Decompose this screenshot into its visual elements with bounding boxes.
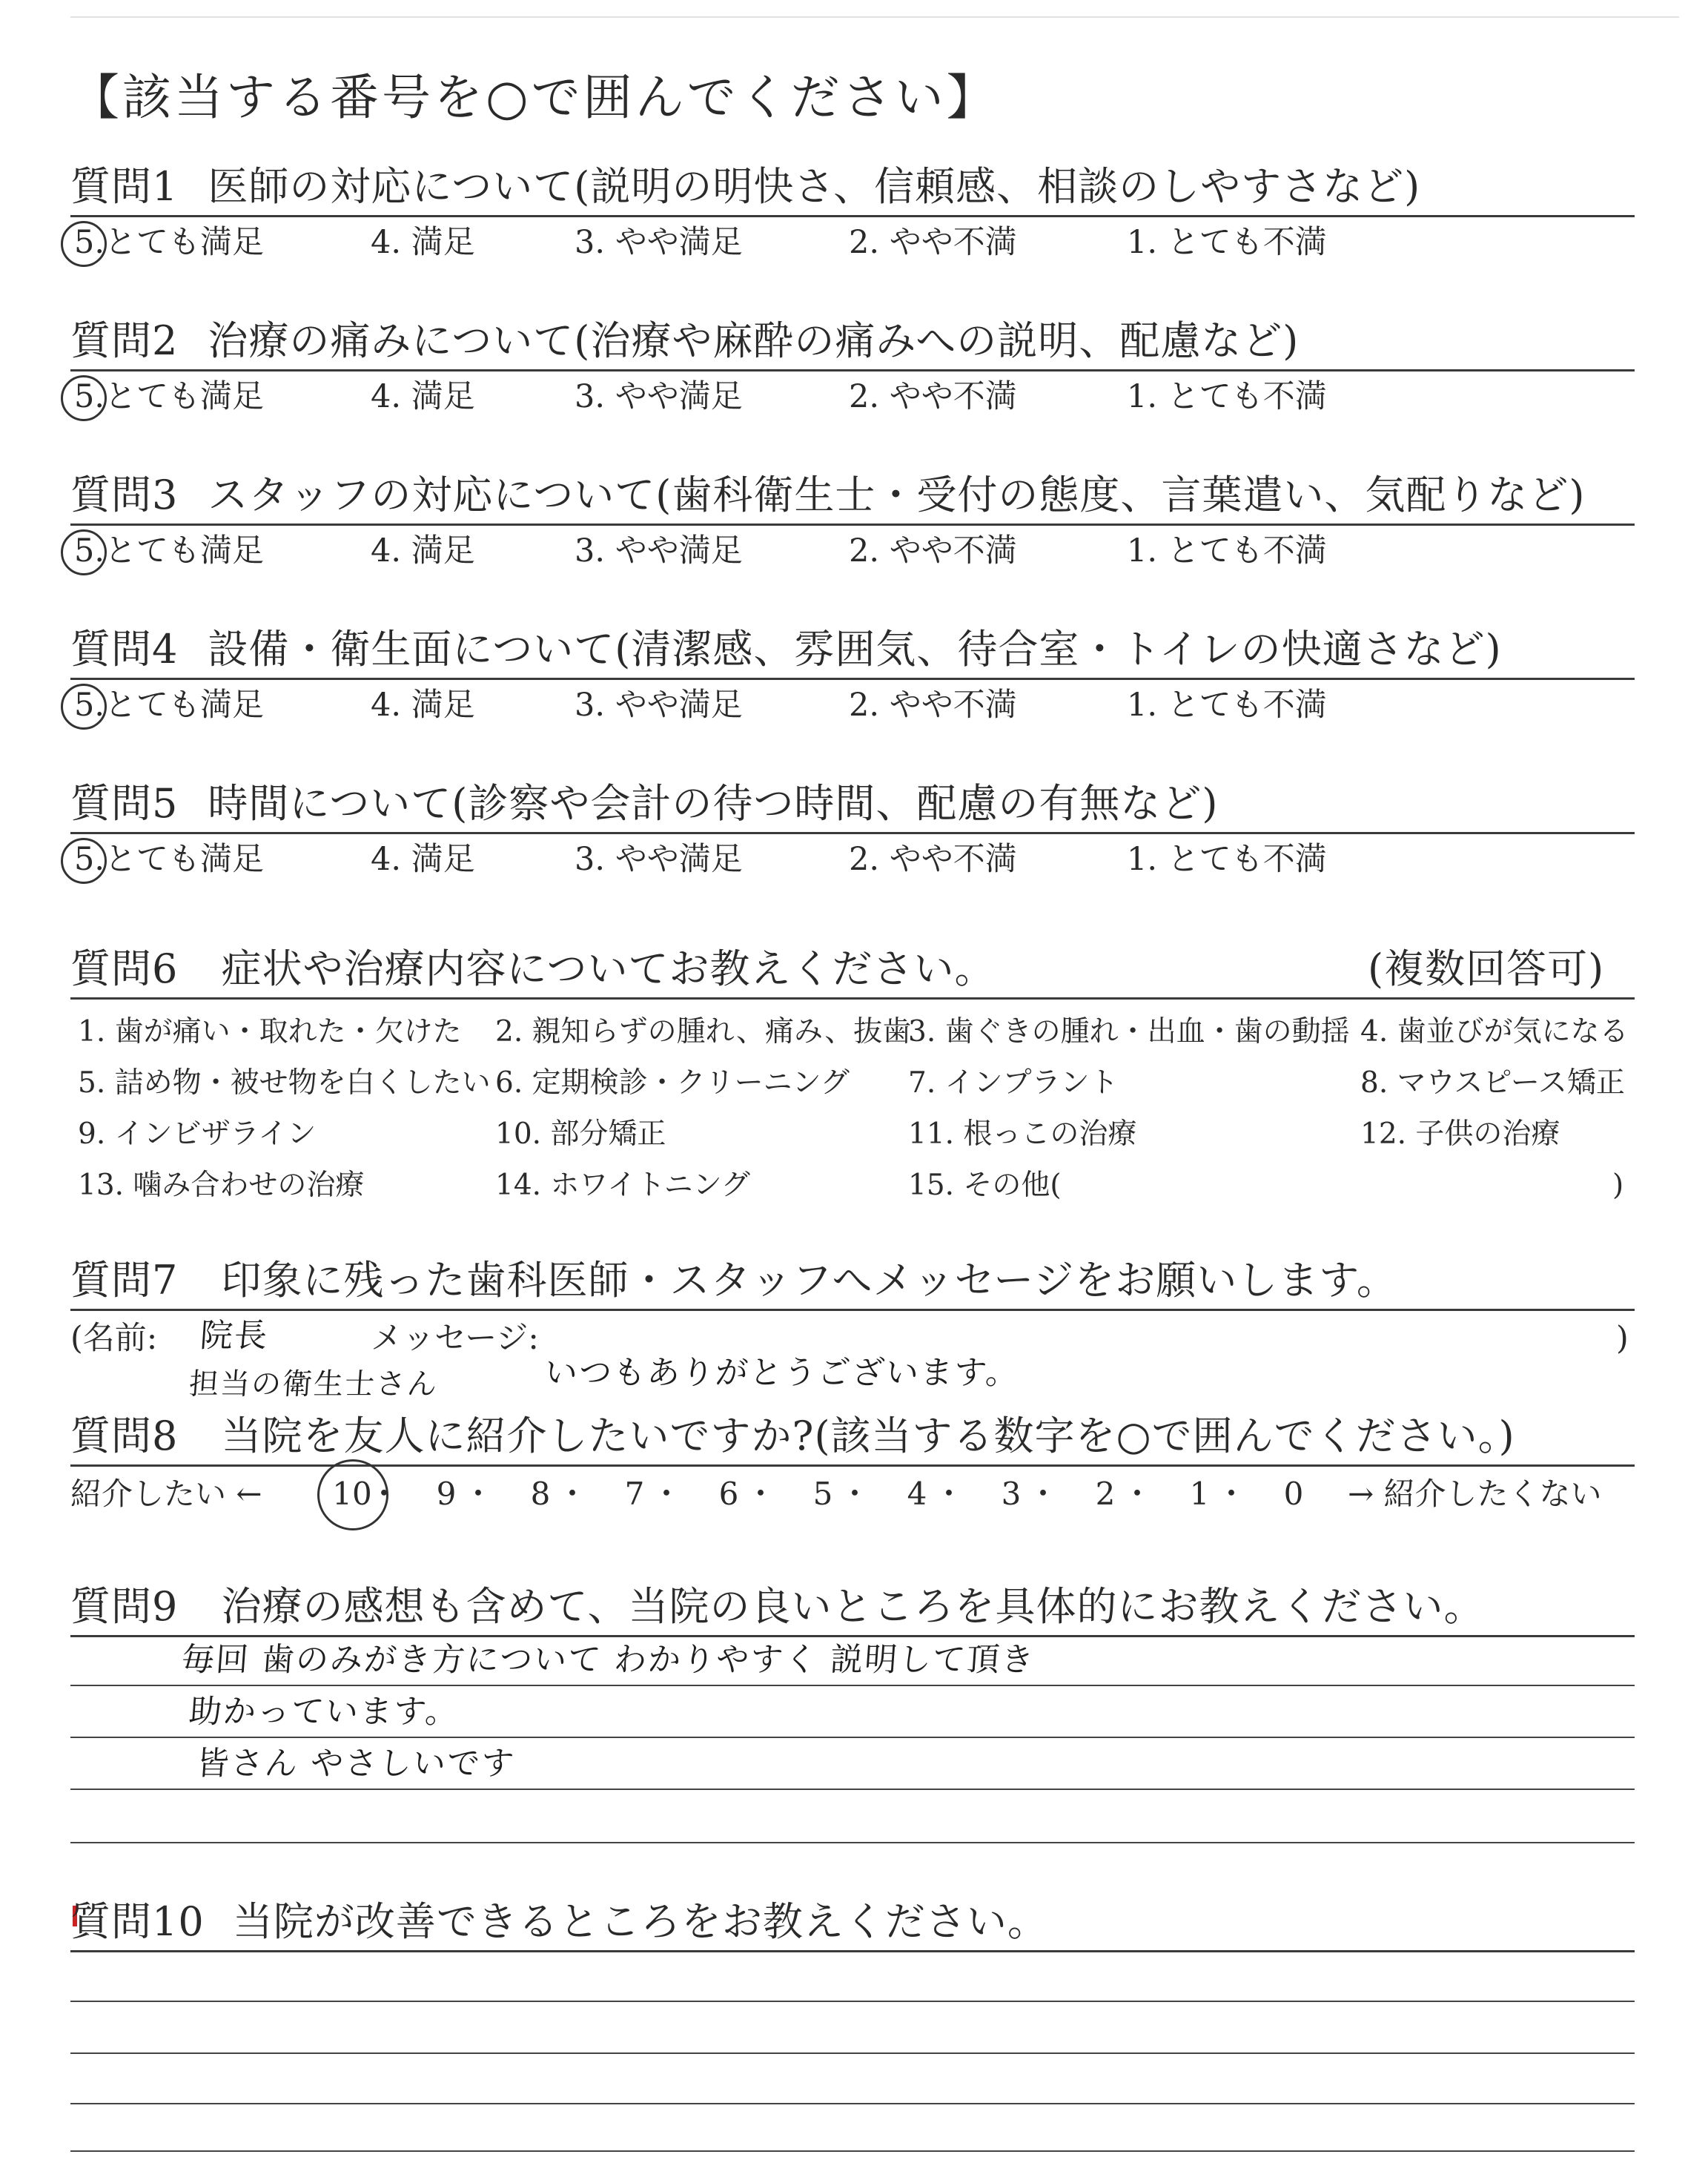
q10-writing-line <box>70 2052 1635 2054</box>
question-text: 時間について(診察や会計の待つ時間、配慮の有無など) <box>208 780 1219 827</box>
rating-option[interactable]: 3. やや満足 <box>575 841 743 878</box>
scale-number[interactable]: 6 <box>718 1476 739 1512</box>
rating-question-heading <box>70 163 1420 211</box>
selected-circle <box>61 375 107 421</box>
scale-number[interactable]: 4 <box>907 1476 927 1512</box>
q6-label: 質問6 <box>70 945 179 992</box>
scale-number[interactable]: 1 <box>1189 1476 1210 1512</box>
question-text: 設備・衛生面について(清潔感、雰囲気、待合室・トイレの快適さなど) <box>208 626 1502 673</box>
q7-rule <box>70 1309 1635 1311</box>
rating-option[interactable]: 3. やや満足 <box>575 224 743 261</box>
q7-label: 質問7 <box>70 1257 179 1304</box>
rating-option[interactable]: 1. とても不満 <box>1127 532 1327 569</box>
q9-hand-line-1: 毎回 歯のみがき方について わかりやすく 説明して頂き <box>180 1641 1036 1679</box>
q10-heading <box>70 1898 1048 1946</box>
rating-option[interactable]: 1. とても不満 <box>1127 224 1327 261</box>
q6-heading <box>70 945 995 993</box>
q8-heading <box>70 1413 1515 1460</box>
question-label: 質問2 <box>70 317 179 364</box>
q6-option[interactable]: 6. 定期検診・クリーニング <box>495 1066 850 1100</box>
q9-writing-line <box>70 1737 1635 1738</box>
scale-separator: ・ <box>463 1476 494 1512</box>
scale-separator: ・ <box>839 1476 871 1512</box>
rating-question-heading <box>70 780 1218 828</box>
q6-option[interactable]: 12. 子供の治療 <box>1360 1117 1560 1151</box>
scale-number[interactable]: 2 <box>1095 1476 1116 1512</box>
q7-close-paren: ) <box>1616 1320 1629 1357</box>
q6-option[interactable]: 14. ホワイトニング <box>495 1169 750 1202</box>
scale-separator: ・ <box>1216 1476 1248 1512</box>
q8-left-label: 紹介したい ← <box>70 1476 262 1512</box>
scale-separator: ・ <box>557 1476 589 1512</box>
question-label: 質問4 <box>70 626 179 673</box>
q9-writing-line <box>70 1842 1635 1843</box>
page-title: 【該当する番号を○で囲んでください】 <box>70 69 999 126</box>
q6-option[interactable]: 8. マウスピース矯正 <box>1360 1066 1625 1100</box>
rating-option[interactable]: 4. 満足 <box>371 841 475 878</box>
scale-separator: ・ <box>651 1476 683 1512</box>
q6-text: 症状や治療内容についてお教えください。 <box>221 945 996 992</box>
q6-option[interactable]: 15. その他( <box>908 1169 1062 1202</box>
scale-number[interactable]: 5 <box>812 1476 833 1512</box>
q6-option[interactable]: 10. 部分矯正 <box>495 1117 666 1151</box>
rating-option[interactable]: 1. とても不満 <box>1127 687 1327 724</box>
rating-option[interactable]: 4. 満足 <box>371 532 475 569</box>
q10-text: 当院が改善できるところをお教えください。 <box>232 1898 1048 1945</box>
rating-option[interactable]: 5.とても満足 <box>74 224 265 261</box>
rating-option[interactable]: 4. 満足 <box>371 687 475 724</box>
q6-option[interactable]: 7. インプラント <box>908 1066 1119 1100</box>
q6-option[interactable]: 13. 噛み合わせの治療 <box>78 1169 365 1202</box>
q6-note: (複数回答可) <box>1368 945 1605 992</box>
question-text: スタッフの対応について(歯科衛生士・受付の態度、言葉遣い、気配りなど) <box>208 472 1586 518</box>
q6-option[interactable]: 2. 親知らずの腫れ、痛み、抜歯 <box>495 1015 912 1048</box>
question-rule <box>70 832 1635 834</box>
rating-option[interactable]: 4. 満足 <box>371 224 475 261</box>
question-label: 質問1 <box>70 163 179 210</box>
q10-rule <box>70 1950 1635 1952</box>
rating-option[interactable]: 1. とても不満 <box>1127 378 1327 415</box>
scale-number[interactable]: 7 <box>624 1476 645 1512</box>
question-rule <box>70 524 1635 526</box>
q9-writing-line <box>70 1685 1635 1686</box>
q7-hand-name-1: 院長 <box>199 1317 270 1355</box>
rating-option[interactable]: 5.とても満足 <box>74 532 265 569</box>
q7-heading <box>70 1257 1397 1304</box>
rating-option[interactable]: 5.とても満足 <box>74 378 265 415</box>
rating-question-heading <box>70 626 1502 673</box>
question-rule <box>70 215 1635 217</box>
question-rule <box>70 369 1635 371</box>
q9-heading <box>70 1583 1484 1631</box>
selected-circle <box>61 838 107 884</box>
scale-number[interactable]: 8 <box>530 1476 551 1512</box>
scale-separator: ・ <box>368 1476 400 1512</box>
rating-option[interactable]: 2. やや不満 <box>849 378 1017 415</box>
question-text: 医師の対応について(説明の明快さ、信頼感、相談のしやすさなど) <box>208 163 1421 210</box>
question-label: 質問3 <box>70 472 179 518</box>
scale-number[interactable]: 10 <box>332 1476 372 1512</box>
q7-name-label: (名前: <box>70 1320 158 1357</box>
scale-separator: ・ <box>933 1476 965 1512</box>
rating-option[interactable]: 3. やや満足 <box>575 687 743 724</box>
selected-circle <box>61 684 107 730</box>
rating-option[interactable]: 2. やや不満 <box>849 687 1017 724</box>
rating-option[interactable]: 2. やや不満 <box>849 224 1017 261</box>
q8-label: 質問8 <box>70 1413 179 1459</box>
rating-option[interactable]: 5.とても満足 <box>74 687 265 724</box>
q7-text: 印象に残った歯科医師・スタッフへメッセージをお願いします。 <box>221 1257 1397 1304</box>
page-top-rule <box>70 16 1679 18</box>
scale-number[interactable]: 3 <box>1001 1476 1022 1512</box>
q10-writing-line <box>70 2103 1635 2104</box>
rating-option[interactable]: 3. やや満足 <box>575 532 743 569</box>
q6-option[interactable]: 9. インビザライン <box>78 1117 317 1151</box>
scale-separator: ・ <box>1027 1476 1059 1512</box>
rating-option[interactable]: 2. やや不満 <box>849 532 1017 569</box>
q7-hand-message: いつもありがとうございます。 <box>543 1354 1022 1392</box>
q8-text: 当院を友人に紹介したいですか?(該当する数字を○で囲んでください。) <box>221 1413 1515 1459</box>
scale-separator: ・ <box>745 1476 777 1512</box>
q10-writing-line <box>70 2150 1635 2152</box>
question-rule <box>70 678 1635 680</box>
scale-number[interactable]: 9 <box>436 1476 457 1512</box>
rating-option[interactable]: 5.とても満足 <box>74 841 265 878</box>
rating-option[interactable]: 2. やや不満 <box>849 841 1017 878</box>
question-label: 質問5 <box>70 780 179 827</box>
rating-option[interactable]: 1. とても不満 <box>1127 841 1327 878</box>
q9-writing-line <box>70 1789 1635 1790</box>
q6-option[interactable]: 1. 歯が痛い・取れた・欠けた <box>78 1015 462 1048</box>
q9-hand-line-2: 助かっています。 <box>188 1693 461 1731</box>
selected-circle <box>61 221 107 267</box>
question-text: 治療の痛みについて(治療や麻酔の痛みへの説明、配慮など) <box>208 317 1300 364</box>
scale-number[interactable]: 0 <box>1283 1476 1304 1512</box>
q9-text: 治療の感想も含めて、当院の良いところを具体的にお教えください。 <box>221 1583 1485 1630</box>
q10-writing-line <box>70 2001 1635 2002</box>
q6-rule <box>70 997 1635 1000</box>
q9-label: 質問9 <box>70 1583 179 1630</box>
q7-message-label: メッセージ: <box>371 1320 539 1357</box>
rating-option[interactable]: 4. 満足 <box>371 378 475 415</box>
rating-question-heading <box>70 317 1299 365</box>
rating-option[interactable]: 3. やや満足 <box>575 378 743 415</box>
q8-rule <box>70 1464 1635 1467</box>
q9-rule <box>70 1635 1635 1637</box>
q9-hand-line-3: 皆さん やさしいです <box>195 1745 517 1783</box>
selected-circle <box>61 529 107 575</box>
q7-hand-name-2: 担当の衛生士さん <box>188 1367 440 1401</box>
scale-separator: ・ <box>1122 1476 1153 1512</box>
q6-option[interactable]: 11. 根っこの治療 <box>908 1117 1137 1151</box>
q6-option[interactable]: 3. 歯ぐきの腫れ・出血・歯の動揺 <box>908 1015 1350 1048</box>
q8-right-label: → 紹介したくない <box>1348 1476 1602 1512</box>
q10-label: 質問10 <box>70 1898 205 1945</box>
q6-option[interactable]: 5. 詰め物・被せ物を白くしたい <box>78 1066 491 1100</box>
rating-question-heading <box>70 472 1585 519</box>
q6-option[interactable]: 4. 歯並びが気になる <box>1360 1015 1629 1048</box>
q6-other-close: ) <box>1612 1169 1624 1202</box>
